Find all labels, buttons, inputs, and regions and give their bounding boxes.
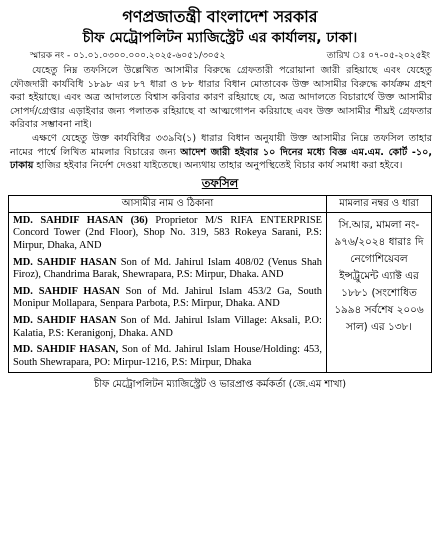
accused-name: MD. SAHDIF HASAN — [13, 314, 117, 326]
case-info: সি.আর, মামলা নং- ৯৭৬/২০২৪ ধারাঃ দি নেগোশিয়েবল ইন্সট্রুমেন্ট এ্যাক্ট এর ১৮৮১ (সংশোধিত ১৯৯৪ সর্বশেষ ২০০৬ সাল) এর ১৩৮। — [326, 212, 431, 373]
notice-body — [8, 64, 432, 173]
schedule-table-header — [9, 195, 432, 212]
col-case-header: মামলার নম্বর ও ধারা — [326, 195, 431, 212]
accused-address: Son of Md. Jahirul Islam 453/2 Ga, South Monipur Mollapara, Senpara Parbota, P.S: Mirpur, Dhaka. AND — [13, 285, 322, 310]
signatory: চীফ মেট্রোপলিটন ম্যাজিস্ট্রেট ও ভারপ্রাপ্ত কর্মকর্তা (জে.এম শাখা) — [93, 379, 347, 391]
accused-address: Proprietor M/S RIFA ENTERPRISE Concord Tower (2nd Floor), Shop No. 319, 583 Rokeya Sarani, P.S: Mirpur, Dhaka, AND — [13, 214, 322, 251]
schedule-table — [8, 195, 432, 374]
accused-name: MD. SAHDIF HASAN, — [13, 344, 119, 356]
accused-name: MD. SAHDIF HASAN — [13, 256, 117, 268]
memo-number: স্মারক নং - ০১.০১.০৩০০.০০০.২০২৫-৬০৫১/৩০৫২ — [30, 51, 226, 61]
memo-date: তারিখ ঃ ০৭-০৫-২০২৫ইং — [326, 51, 430, 61]
body-paragraph-2 — [10, 132, 432, 173]
government-title: গণপ্রজাতন্ত্রী বাংলাদেশ সরকার — [122, 7, 318, 26]
memo-line — [8, 50, 432, 62]
accused-name: MD. SAHDIF HASAN (36) — [13, 214, 148, 226]
accused-entry — [13, 257, 322, 282]
accused-list — [9, 212, 327, 373]
accused-address: Son of Md. Jahirul Islam Village: Aksali, P.O: Kalatia, P.S: Keranigonj, Dhaka. AND — [13, 314, 322, 339]
body-paragraph-2-part-1: এক্ষণে যেহেতু উক্ত কার্যবিধির ৩৩৯বি(১) ধারার বিধান অনুযায়ী উক্ত আসামীর নিম্নে তফসিল তাহার নামের পার্শ্বে লিখিত মামলার বিচারের জন্য — [10, 132, 432, 158]
accused-entry — [13, 286, 322, 311]
accused-entry — [13, 344, 322, 369]
body-paragraph-1: যেহেতু নিম্ন তফসিলে উল্লেখিত আসামীর বিরুদ্ধে গ্রেফতারী পরোয়ানা জারী রহিয়াছে এবং যেহেতু ফৌজদারী কার্যবিধি ১৮৯৮ এর ৮৭ ধারা ও ৮৮ ধারার বিধান মোতাবেক উক্ত আসামীর বিরুদ্ধে কার্যক্রম গ্রহণ করা হইয়াছে। এবং অত্র আদালতে বিশ্বাস করিবার কারণ রহিয়াছে যে, অত্র আদালতে বিচারার্থে উক্ত আসামীর সোপর্দ/গ্রেপ্তার এড়াইবার জন্য পলাতক রহিয়াছে বা আত্মগোপন করিয়াছে এবং উক্ত আসামীর শীঘ্রই গ্রেফতার করিবার সম্ভাবনা নাই। — [10, 65, 432, 131]
accused-address: Son of Md. Jahirul Islam House/Holding: 453, South Shewrapara, PO: Mirpur-1216, P.S: Mirpur, Dhaka — [13, 344, 322, 368]
body-paragraph-2-part-3: হাজির হইবার নির্দেশ দেওয়া যাইতেছে। অন্যথায় তাহার অনুপস্থিতেই বিচার কার্য সমাধা করা হইবে। — [33, 160, 403, 172]
col-accused-header: আসামীর নাম ও ঠিকানা — [9, 195, 327, 212]
accused-address: Son of Md. Jahirul Islam 408/02 (Venus Shah Firoz), Chandrima Barak, Shewrapara, P.S: Mirpur, Dhaka. AND — [13, 256, 322, 281]
table-row — [9, 212, 432, 373]
schedule-heading: তফসিল — [201, 175, 239, 190]
court-appearance-order: আদেশ জারী হইবার ১০ দিনের মধ্যে বিজ্ঞ এম.এম. কোর্ট -১০, ঢাকায় — [10, 146, 432, 172]
accused-entry — [13, 215, 322, 253]
accused-entry — [13, 315, 322, 340]
accused-name: MD. SAHDIF HASAN — [13, 285, 120, 297]
office-title: চীফ মেট্রোপলিটন ম্যাজিস্ট্রেট এর কার্যালয়, ঢাকা। — [82, 30, 358, 46]
